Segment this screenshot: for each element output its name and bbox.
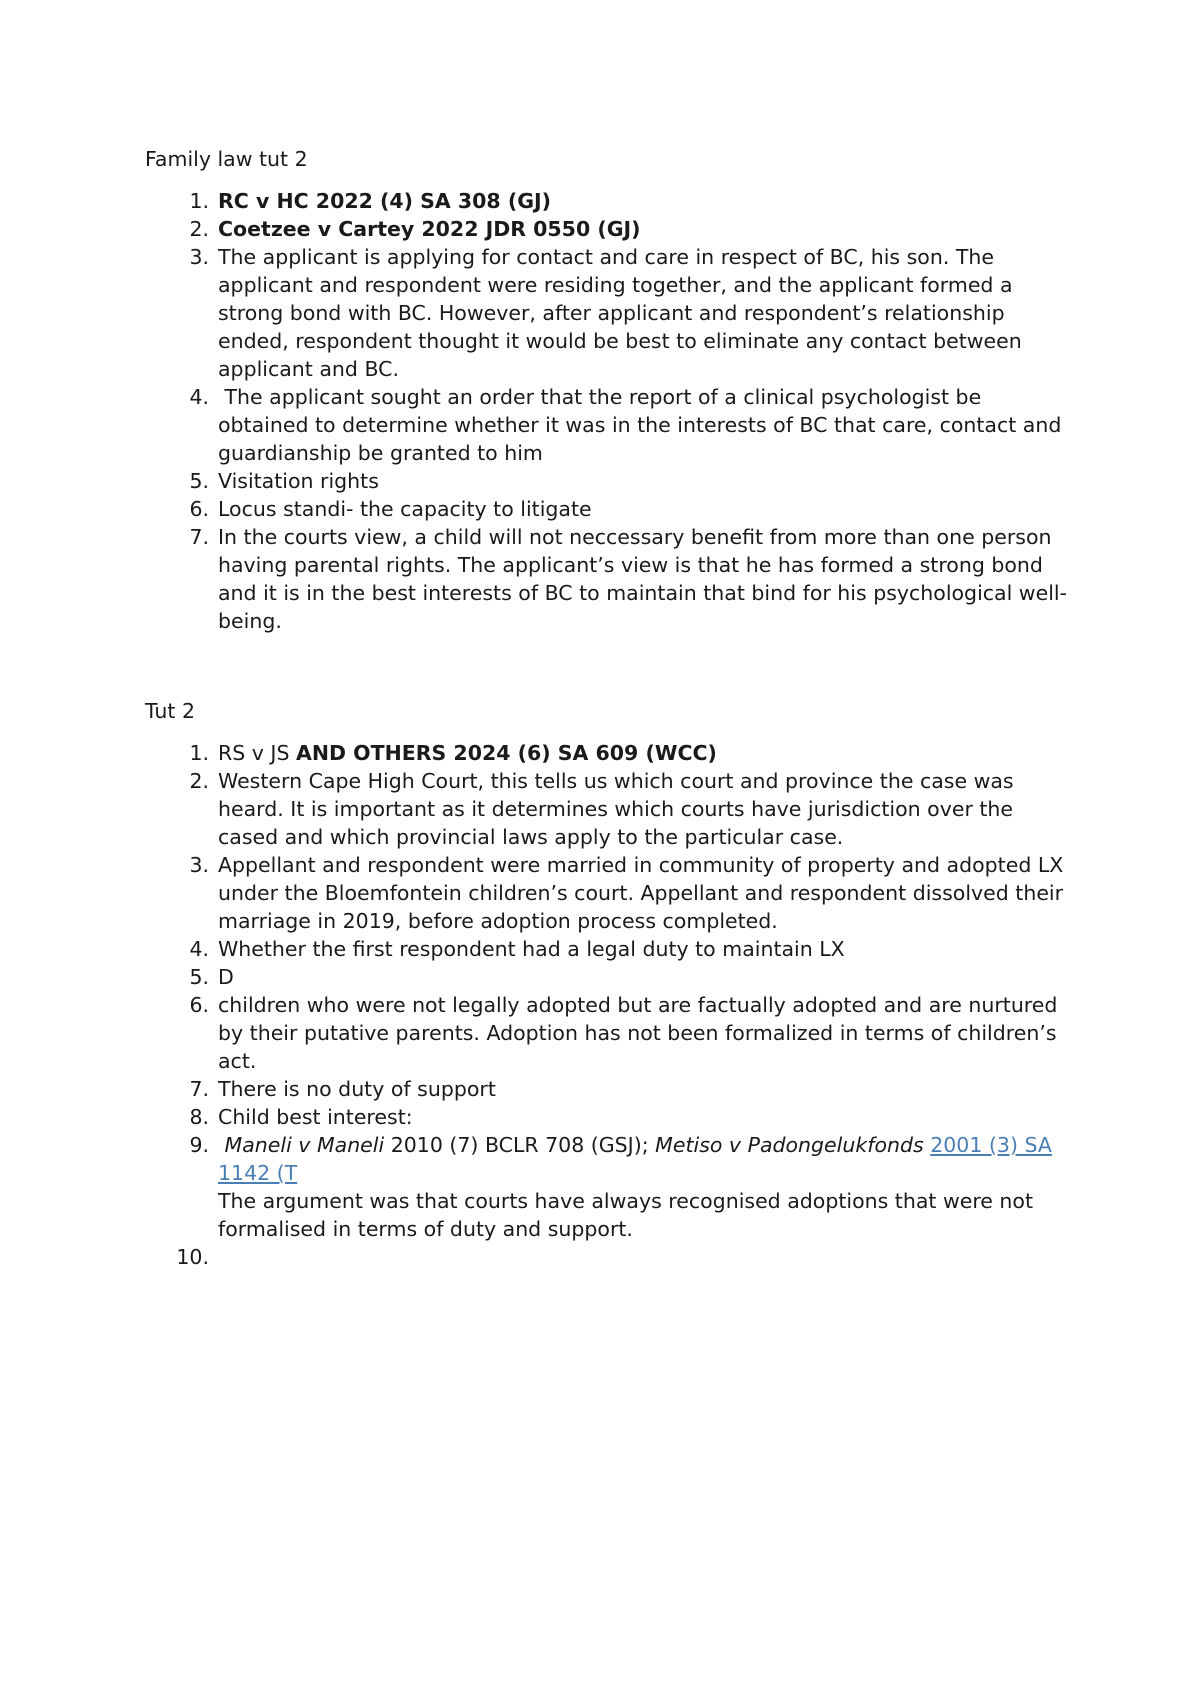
list-item-text: D — [218, 965, 234, 989]
case-citation: 2010 (7) BCLR 708 (GSJ); — [384, 1133, 656, 1157]
list-item-text: Visitation rights — [218, 469, 379, 493]
section-heading-family-law: Family law tut 2 — [145, 147, 308, 171]
list-item-text: Appellant and respondent were married in community of property and adopted LX under the Bloemfontein children’s court. Appellant and respondent dissolved their marriage in 2019, before adoption process completed. — [218, 853, 1064, 933]
list-number: 7. — [189, 1077, 209, 1101]
section1-list — [145, 187, 1075, 635]
list-number: 4. — [189, 385, 209, 409]
list-item-text: There is no duty of support — [218, 1077, 496, 1101]
list-item-text: In the courts view, a child will not neccessary benefit from more than one person having parental rights. The applicant’s view is that he has formed a strong bond and it is in the best interests of BC to maintain that bind for his psychological well-being. — [218, 525, 1067, 633]
list-number: 1. — [189, 189, 209, 213]
list-number: 6. — [189, 497, 209, 521]
list-item — [145, 467, 1075, 495]
list-item — [145, 963, 1075, 991]
case-name: Maneli v Maneli — [224, 1133, 385, 1157]
list-item-text: children who were not legally adopted but are factually adopted and are nurtured by their putative parents. Adoption has not been formalized in terms of children’s act. — [218, 993, 1058, 1073]
list-number: 4. — [189, 937, 209, 961]
list-item-text: Locus standi- the capacity to litigate — [218, 497, 592, 521]
list-number: 8. — [189, 1105, 209, 1129]
section2-list — [145, 739, 1075, 1269]
case-name: Metiso v Padongelukfonds — [655, 1133, 924, 1157]
citation-link[interactable]: 2001 (3) SA 1142 (T — [218, 1133, 1052, 1185]
list-item-text: The applicant is applying for contact and care in respect of BC, his son. The applicant and respondent were residing together, and the applicant formed a strong bond with BC. However, after applicant and respondent’s relationship ended, respondent thought it would be best to eliminate any contact between applicant and BC. — [218, 245, 1022, 381]
case-citation: Coetzee v Cartey 2022 JDR 0550 (GJ) — [218, 217, 641, 241]
case-parties: RS v JS — [218, 741, 296, 765]
list-item — [145, 1131, 1075, 1243]
list-item — [145, 187, 1075, 215]
list-item — [145, 215, 1075, 243]
list-item-text: The applicant sought an order that the report of a clinical psychologist be obtained to determine whether it was in the interests of BC that care, contact and guardianship be granted to him — [218, 385, 1068, 465]
list-number: 2. — [189, 217, 209, 241]
list-item — [145, 1075, 1075, 1103]
list-number: 6. — [189, 993, 209, 1017]
list-item-text: Whether the first respondent had a legal duty to maintain LX — [218, 937, 845, 961]
section-heading-tut-2: Tut 2 — [145, 699, 195, 723]
list-number: 10. — [176, 1245, 209, 1269]
list-number: 2. — [189, 769, 209, 793]
list-item — [145, 935, 1075, 963]
list-item — [145, 991, 1075, 1075]
list-number: 5. — [189, 469, 209, 493]
list-item — [145, 523, 1075, 635]
list-number: 1. — [189, 741, 209, 765]
list-number: 3. — [189, 245, 209, 269]
list-number: 5. — [189, 965, 209, 989]
list-item — [145, 243, 1075, 383]
list-item-text: The argument was that courts have always recognised adoptions that were not formalised in terms of duty and support. — [218, 1189, 1034, 1241]
list-number: 9. — [189, 1133, 209, 1157]
list-item — [145, 767, 1075, 851]
list-number: 7. — [189, 525, 209, 549]
list-item — [145, 1103, 1075, 1131]
list-number: 3. — [189, 853, 209, 877]
case-citation: RC v HC 2022 (4) SA 308 (GJ) — [218, 189, 552, 213]
case-citation: AND OTHERS 2024 (6) SA 609 (WCC) — [296, 741, 717, 765]
list-item-text: Child best interest: — [218, 1105, 413, 1129]
list-item — [145, 851, 1075, 935]
list-item — [145, 495, 1075, 523]
list-item — [145, 739, 1075, 767]
list-item-text: Western Cape High Court, this tells us which court and province the case was heard. It is important as it determines which courts have jurisdiction over the cased and which provincial laws apply to the particular case. — [218, 769, 1014, 849]
list-item — [145, 383, 1075, 467]
